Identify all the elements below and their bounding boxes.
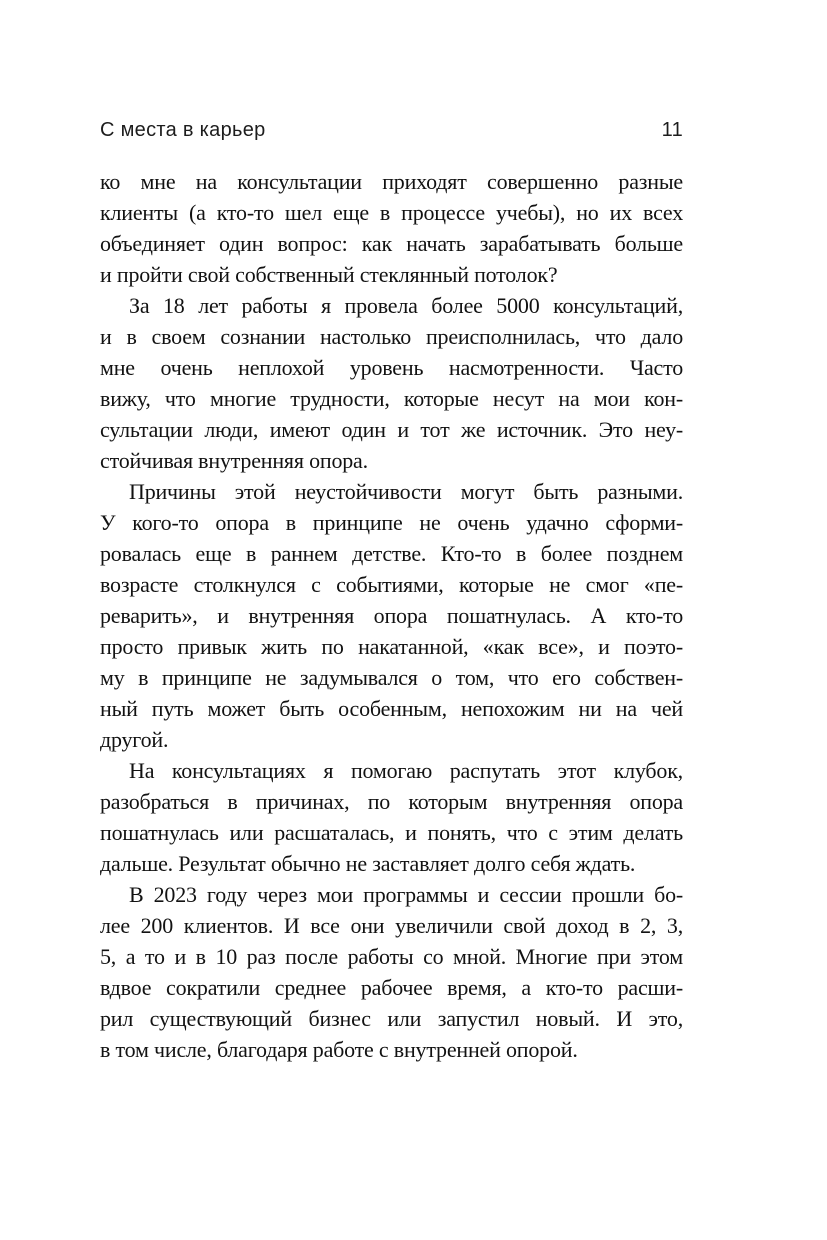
text-line: Причины этой неустойчивости могут быть разными. <box>129 479 683 504</box>
text-line: сультации люди, имеют один и тот же источник. Это неу- <box>100 417 683 442</box>
page-number: 11 <box>661 119 683 141</box>
page-header <box>100 118 683 142</box>
text-line: За 18 лет работы я провела более 5000 консультаций, <box>129 293 683 318</box>
text-line: лее 200 клиентов. И все они увеличили свой доход в 2, 3, <box>100 913 683 938</box>
paragraph <box>100 166 683 290</box>
text-line: рил существующий бизнес или запустил новый. И это, <box>100 1006 683 1031</box>
text-line: В 2023 году через мои программы и сессии прошли бо- <box>129 882 683 907</box>
text-line: клиенты (а кто-то шел еще в процессе учебы), но их всех <box>100 200 683 225</box>
body-text <box>100 166 683 1065</box>
text-line: в том числе, благодаря работе с внутренней опорой. <box>100 1037 578 1062</box>
text-line: и в своем сознании настолько преисполнилась, что дало <box>100 324 683 349</box>
text-line: реварить», и внутренняя опора пошатнулась. А кто-то <box>100 603 683 628</box>
paragraph <box>100 290 683 476</box>
text-line: другой. <box>100 727 169 752</box>
text-line: ко мне на консультации приходят совершенно разные <box>100 169 683 194</box>
text-line: объединяет один вопрос: как начать зарабатывать больше <box>100 231 683 256</box>
paragraph <box>100 879 683 1065</box>
text-line: и пройти свой собственный стеклянный потолок? <box>100 262 558 287</box>
text-line: му в принципе не задумывался о том, что его собствен- <box>100 665 683 690</box>
paragraph <box>100 476 683 755</box>
paragraph <box>100 755 683 879</box>
text-line: вдвое сократили среднее рабочее время, а кто-то расши- <box>100 975 683 1000</box>
text-line: ровалась еще в раннем детстве. Кто-то в более позднем <box>100 541 683 566</box>
text-line: стойчивая внутренняя опора. <box>100 448 368 473</box>
running-title: С места в карьер <box>100 119 266 141</box>
text-line: дальше. Результат обычно не заставляет долго себя ждать. <box>100 851 636 876</box>
text-line: У кого-то опора в принципе не очень удачно сформи- <box>100 510 683 535</box>
text-line: вижу, что многие трудности, которые несут на мои кон- <box>100 386 683 411</box>
text-line: возрасте столкнулся с событиями, которые не смог «пе- <box>100 572 683 597</box>
text-line: пошатнулась или расшаталась, и понять, что с этим делать <box>100 820 683 845</box>
text-line: 5, а то и в 10 раз после работы со мной. Многие при этом <box>100 944 683 969</box>
text-line: разобраться в причинах, по которым внутренняя опора <box>100 789 683 814</box>
text-line: ный путь может быть особенным, непохожим ни на чей <box>100 696 683 721</box>
text-line: просто привык жить по накатанной, «как все», и поэто- <box>100 634 683 659</box>
text-line: мне очень неплохой уровень насмотренности. Часто <box>100 355 683 380</box>
text-line: На консультациях я помогаю распутать этот клубок, <box>129 758 683 783</box>
